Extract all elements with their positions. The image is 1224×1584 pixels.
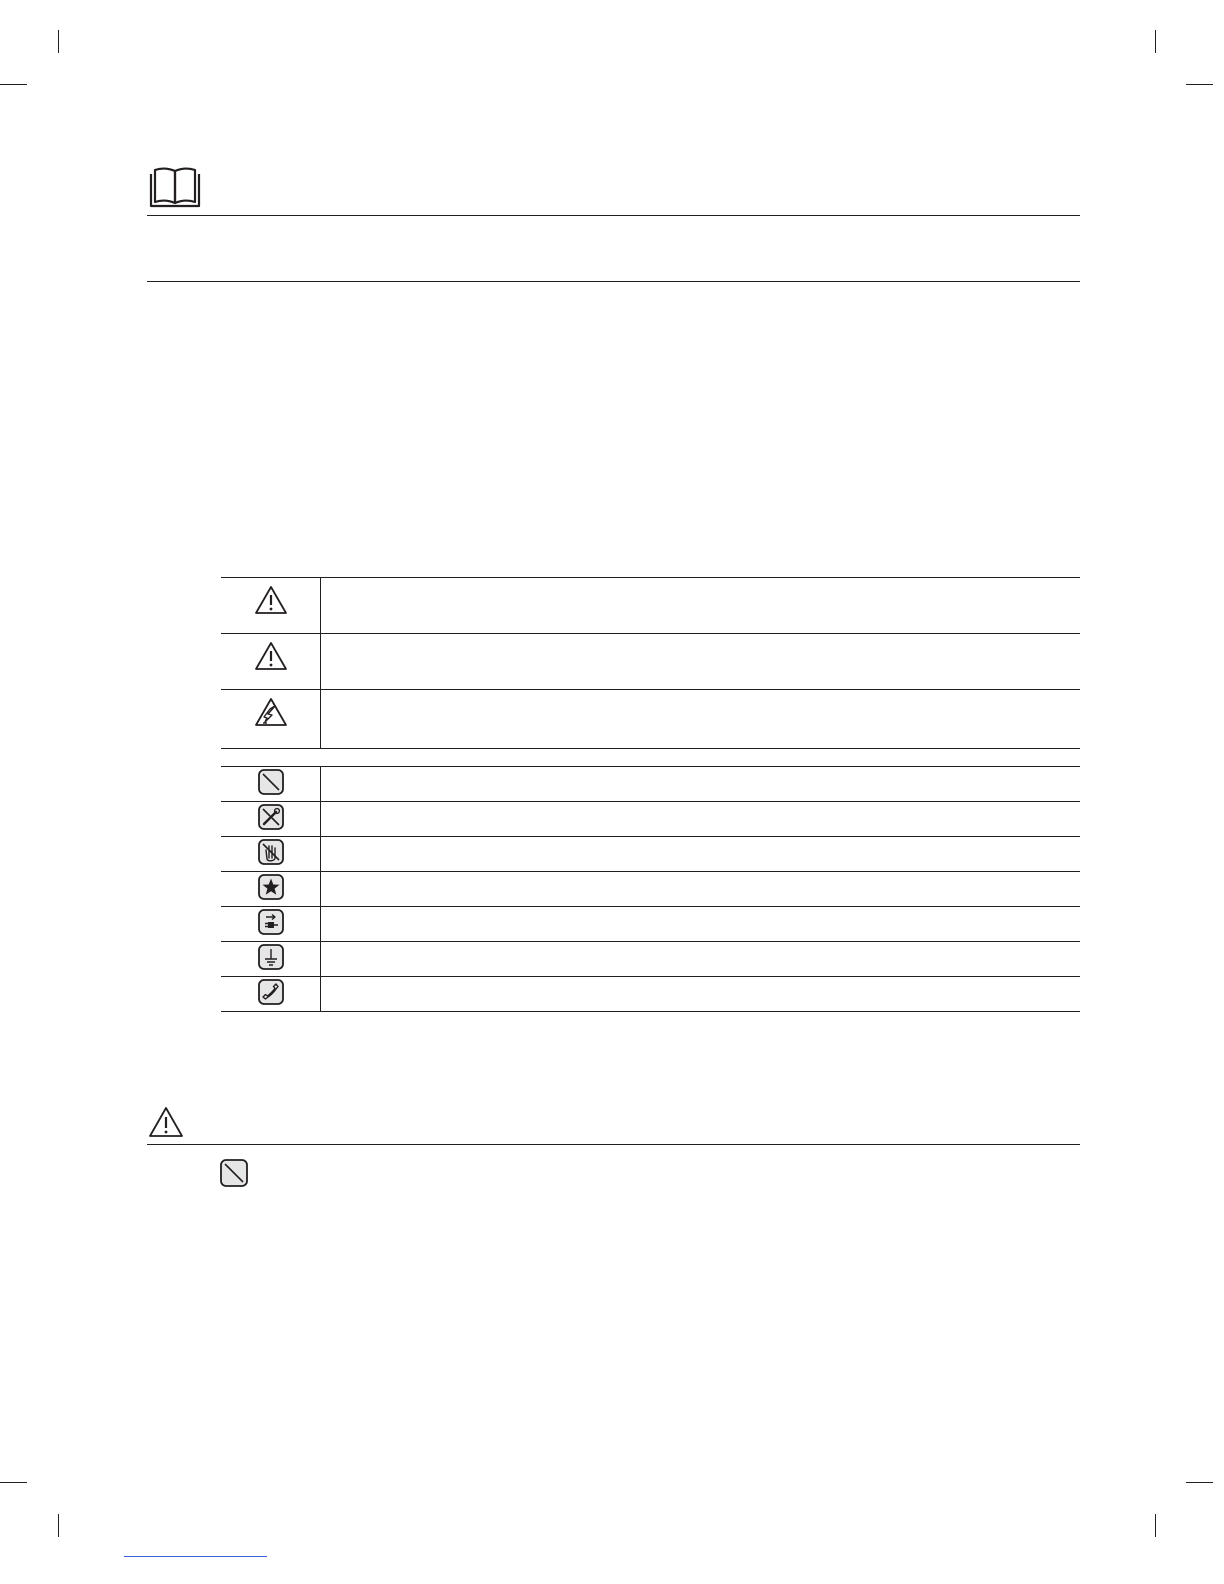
symbol-icon-cell [221, 942, 321, 976]
symbol-description [321, 767, 1080, 801]
crop-mark-top-left-horizontal [0, 84, 27, 85]
warning-triangle-icon [254, 585, 288, 620]
symbol-description [321, 837, 1080, 871]
symbol-description [321, 690, 1080, 748]
table-divider [221, 749, 1080, 767]
symbol-icon-cell [221, 837, 321, 871]
follow-directions-icon [257, 873, 285, 906]
symbol-row-follow-directions [221, 872, 1080, 907]
symbol-description [321, 872, 1080, 906]
warning-triangle-icon [148, 1106, 184, 1138]
ground-icon [257, 943, 285, 976]
symbol-table [221, 577, 1080, 1012]
symbol-row-prohibited [221, 767, 1080, 802]
symbol-row-contact-service [221, 977, 1080, 1012]
symbol-row-unplug [221, 907, 1080, 942]
crop-mark-top-right-vertical [1155, 30, 1156, 53]
symbol-description [321, 802, 1080, 836]
symbol-row-ground [221, 942, 1080, 977]
symbol-description [321, 578, 1080, 633]
warning-section-rule [147, 1144, 1080, 1145]
symbol-icon-cell [221, 634, 321, 689]
open-book-icon [148, 165, 202, 209]
header-rule-top [147, 215, 1080, 216]
symbol-description [321, 977, 1080, 1011]
symbol-description [321, 942, 1080, 976]
prohibited-icon [219, 1158, 249, 1188]
prohibited-icon [257, 768, 285, 801]
header-rule-bottom [147, 281, 1080, 282]
do-not-disassemble-icon [257, 803, 285, 836]
symbol-description [321, 907, 1080, 941]
symbol-icon-cell [221, 578, 321, 633]
crop-mark-bottom-left-horizontal [0, 1482, 27, 1483]
contact-service-icon [257, 978, 285, 1011]
crop-mark-top-left-vertical [58, 30, 59, 53]
electric-shock-triangle-icon [254, 697, 288, 732]
symbol-row-electric-shock [221, 690, 1080, 749]
do-not-touch-icon [257, 838, 285, 871]
symbol-description [321, 634, 1080, 689]
symbol-icon-cell [221, 977, 321, 1011]
crop-mark-bottom-right-horizontal [1186, 1482, 1213, 1483]
symbol-icon-cell [221, 767, 321, 801]
symbol-row-do-not-disassemble [221, 802, 1080, 837]
symbol-icon-cell [221, 907, 321, 941]
unplug-icon [257, 908, 285, 941]
symbol-row-caution [221, 634, 1080, 690]
crop-mark-bottom-right-vertical [1155, 1514, 1156, 1537]
symbol-row-warning [221, 578, 1080, 634]
crop-mark-top-right-horizontal [1186, 84, 1213, 85]
symbol-row-do-not-touch [221, 837, 1080, 872]
caution-triangle-icon [254, 641, 288, 676]
link-underline [124, 1556, 267, 1557]
crop-mark-bottom-left-vertical [58, 1514, 59, 1537]
symbol-icon-cell [221, 802, 321, 836]
symbol-icon-cell [221, 872, 321, 906]
symbol-icon-cell [221, 690, 321, 748]
